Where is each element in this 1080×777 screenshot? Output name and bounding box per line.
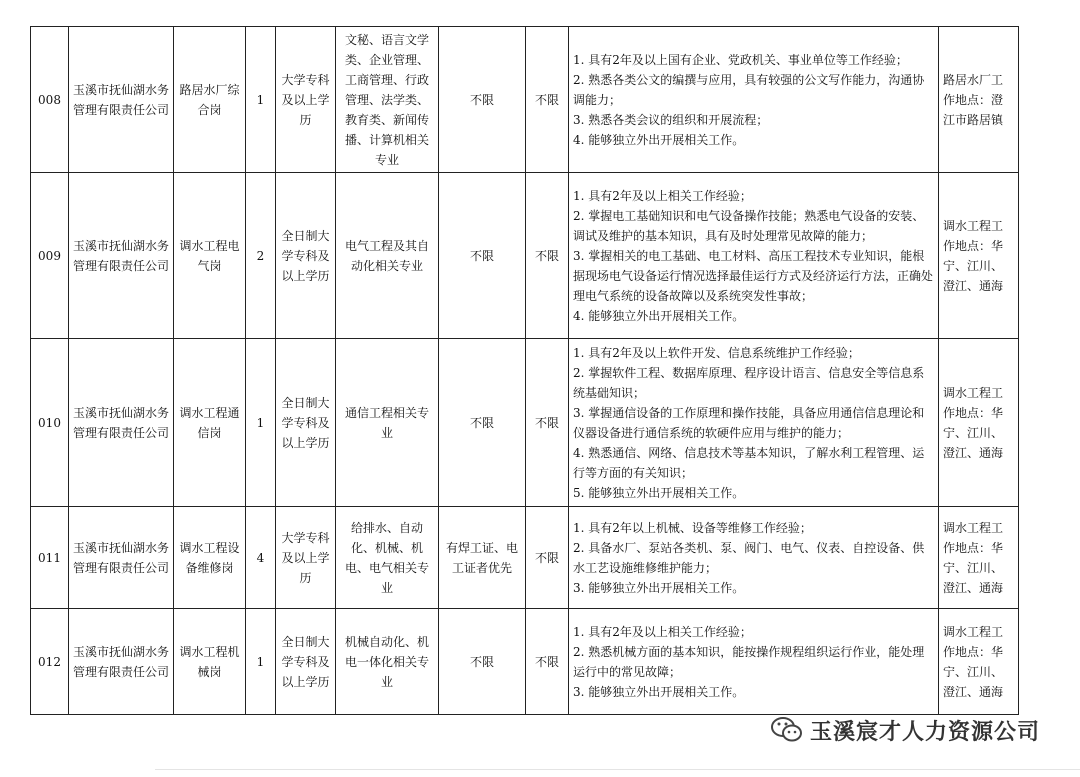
table-body bbox=[31, 27, 1019, 715]
cell-location: 路居水厂工作地点：澄江市路居镇 bbox=[939, 27, 1019, 173]
cell-location: 调水工程工作地点：华宁、江川、澄江、通海 bbox=[939, 173, 1019, 339]
cell-certificate: 不限 bbox=[439, 339, 526, 507]
requirement-item: 1. 具有2年及以上国有企业、党政机关、事业单位等工作经验； bbox=[573, 52, 908, 67]
table-row bbox=[31, 27, 1019, 173]
recruitment-table bbox=[30, 26, 1019, 715]
bottom-divider bbox=[155, 769, 1080, 770]
requirement-item: 2. 掌握软件工程、数据库原理、程序设计语言、信息安全等信息系统基础知识； bbox=[573, 365, 925, 400]
cell-position: 调水工程机械岗 bbox=[174, 609, 246, 715]
cell-other: 不限 bbox=[526, 173, 569, 339]
cell-employer: 玉溪市抚仙湖水务管理有限责任公司 bbox=[69, 173, 174, 339]
cell-location: 调水工程工作地点：华宁、江川、澄江、通海 bbox=[939, 339, 1019, 507]
requirement-item: 1. 具有2年及以上软件开发、信息系统维护工作经验； bbox=[573, 345, 860, 360]
requirement-item: 4. 熟悉通信、网络、信息技术等基本知识，了解水利工程管理、运行等方面的有关知识； bbox=[573, 445, 925, 480]
requirement-item: 2. 熟悉各类公文的编撰与应用，具有较强的公文写作能力，沟通协调能力； bbox=[573, 72, 925, 107]
cell-position: 调水工程通信岗 bbox=[174, 339, 246, 507]
cell-education: 大学专科及以上学历 bbox=[276, 507, 336, 609]
cell-certificate: 不限 bbox=[439, 609, 526, 715]
cell-certificate: 不限 bbox=[439, 27, 526, 173]
cell-other: 不限 bbox=[526, 339, 569, 507]
requirement-item: 3. 熟悉各类会议的组织和开展流程； bbox=[573, 112, 769, 127]
cell-employer: 玉溪市抚仙湖水务管理有限责任公司 bbox=[69, 339, 174, 507]
cell-major: 电气工程及其自动化相关专业 bbox=[336, 173, 439, 339]
cell-position: 路居水厂综合岗 bbox=[174, 27, 246, 173]
cell-other: 不限 bbox=[526, 609, 569, 715]
cell-other: 不限 bbox=[526, 27, 569, 173]
requirement-item: 1. 具有2年以上机械、设备等维修工作经验； bbox=[573, 520, 812, 535]
cell-code: 009 bbox=[31, 173, 69, 339]
cell-education: 全日制大学专科及以上学历 bbox=[276, 609, 336, 715]
cell-other: 不限 bbox=[526, 507, 569, 609]
cell-major: 通信工程相关专业 bbox=[336, 339, 439, 507]
cell-code: 010 bbox=[31, 339, 69, 507]
requirement-item: 2. 掌握电工基础知识和电气设备操作技能；熟悉电气设备的安装、调试及维护的基本知识，具有及时处理常见故障的能力； bbox=[573, 208, 925, 243]
cell-code: 011 bbox=[31, 507, 69, 609]
cell-certificate: 不限 bbox=[439, 173, 526, 339]
requirement-item: 4. 能够独立外出开展相关工作。 bbox=[573, 308, 745, 323]
watermark bbox=[770, 712, 1040, 748]
requirement-item: 3. 掌握相关的电工基础、电工材料、高压工程技术专业知识，能根据现场电气设备运行情况选择最佳运行方式及经济运行方法，正确处理电气系统的设备故障以及系统突发性事故； bbox=[573, 248, 934, 303]
cell-position: 调水工程电气岗 bbox=[174, 173, 246, 339]
cell-location: 调水工程工作地点：华宁、江川、澄江、通海 bbox=[939, 507, 1019, 609]
cell-count: 2 bbox=[246, 173, 276, 339]
cell-employer: 玉溪市抚仙湖水务管理有限责任公司 bbox=[69, 609, 174, 715]
cell-major: 机械自动化、机电一体化相关专业 bbox=[336, 609, 439, 715]
cell-major: 给排水、自动化、机械、机电、电气相关专业 bbox=[336, 507, 439, 609]
cell-certificate: 有焊工证、电工证者优先 bbox=[439, 507, 526, 609]
cell-education: 全日制大学专科及以上学历 bbox=[276, 173, 336, 339]
cell-count: 4 bbox=[246, 507, 276, 609]
cell-education: 全日制大学专科及以上学历 bbox=[276, 339, 336, 507]
table-row bbox=[31, 609, 1019, 715]
requirement-item: 4. 能够独立外出开展相关工作。 bbox=[573, 132, 745, 147]
cell-employer: 玉溪市抚仙湖水务管理有限责任公司 bbox=[69, 507, 174, 609]
cell-count: 1 bbox=[246, 609, 276, 715]
cell-major: 文秘、语言文学类、企业管理、工商管理、行政管理、法学类、教育类、新闻传播、计算机相关专业 bbox=[336, 27, 439, 173]
requirement-item: 3. 能够独立外出开展相关工作。 bbox=[573, 580, 745, 595]
watermark-text: 玉溪宸才人力资源公司 bbox=[809, 719, 1040, 745]
cell-code: 012 bbox=[31, 609, 69, 715]
table-row bbox=[31, 507, 1019, 609]
requirement-item: 2. 熟悉机械方面的基本知识，能按操作规程组织运行作业，能处理运行中的常见故障； bbox=[573, 644, 925, 679]
requirement-item: 5. 能够独立外出开展相关工作。 bbox=[573, 485, 745, 500]
cell-count: 1 bbox=[246, 339, 276, 507]
wechat-icon bbox=[770, 715, 804, 745]
cell-requirements bbox=[569, 339, 939, 507]
cell-education: 大学专科及以上学历 bbox=[276, 27, 336, 173]
cell-location: 调水工程工作地点：华宁、江川、澄江、通海 bbox=[939, 609, 1019, 715]
cell-requirements bbox=[569, 507, 939, 609]
table-row bbox=[31, 173, 1019, 339]
cell-requirements bbox=[569, 27, 939, 173]
cell-position: 调水工程设备维修岗 bbox=[174, 507, 246, 609]
requirement-item: 3. 能够独立外出开展相关工作。 bbox=[573, 684, 745, 699]
requirement-item: 1. 具有2年及以上相关工作经验； bbox=[573, 188, 752, 203]
cell-count: 1 bbox=[246, 27, 276, 173]
cell-requirements bbox=[569, 609, 939, 715]
requirement-item: 1. 具有2年及以上相关工作经验； bbox=[573, 624, 752, 639]
cell-employer: 玉溪市抚仙湖水务管理有限责任公司 bbox=[69, 27, 174, 173]
cell-code: 008 bbox=[31, 27, 69, 173]
cell-requirements bbox=[569, 173, 939, 339]
requirement-item: 3. 掌握通信设备的工作原理和操作技能，具备应用通信信息理论和仪器设备进行通信系统的软硬件应用与维护的能力； bbox=[573, 405, 925, 440]
requirement-item: 2. 具备水厂、泵站各类机、泵、阀门、电气、仪表、自控设备、供水工艺设施维修维护能力； bbox=[573, 540, 925, 575]
table-row bbox=[31, 339, 1019, 507]
